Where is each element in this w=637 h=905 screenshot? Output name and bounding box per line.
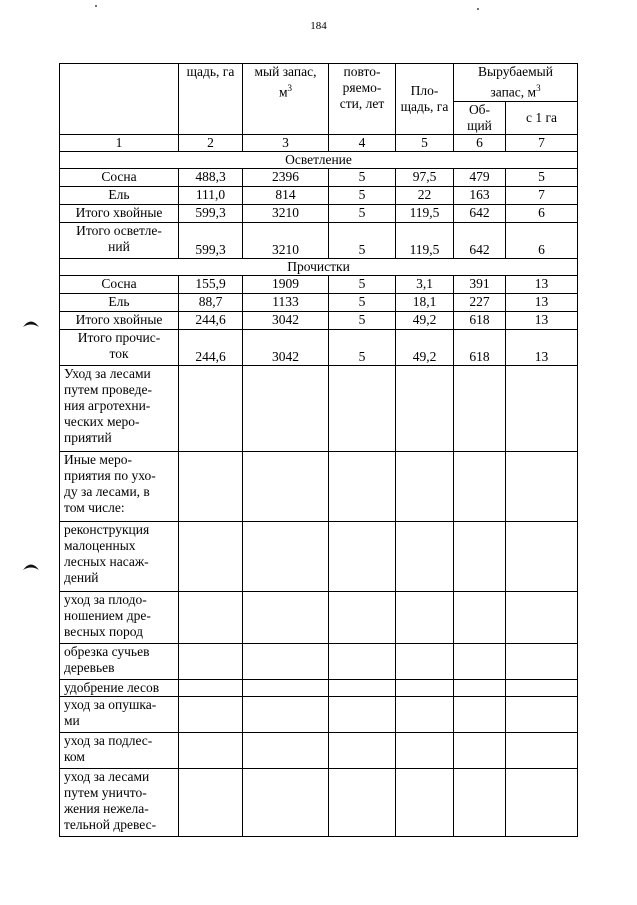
cell-repeat: 5 bbox=[329, 329, 396, 365]
col-number: 3 bbox=[243, 134, 329, 151]
cell-stock: 3210 bbox=[243, 204, 329, 222]
col-number: 6 bbox=[454, 134, 506, 151]
table-row-activity bbox=[60, 365, 578, 451]
header-area bbox=[179, 64, 243, 135]
cell-repeat: 5 bbox=[329, 204, 396, 222]
cell-area: 599,3 bbox=[179, 222, 243, 258]
cell-area: 155,9 bbox=[179, 275, 243, 293]
cell-stock: 1909 bbox=[243, 275, 329, 293]
cell-total: 618 bbox=[454, 329, 506, 365]
scan-artifact-mark bbox=[22, 561, 40, 571]
row-label: Сосна bbox=[60, 275, 179, 293]
cell-per-ha: 6 bbox=[506, 222, 578, 258]
cell-area-2: 49,2 bbox=[396, 329, 454, 365]
scan-speck bbox=[477, 8, 479, 10]
scan-artifact-mark bbox=[22, 318, 40, 328]
header-per-ha bbox=[506, 101, 578, 134]
cell-stock: 3210 bbox=[243, 222, 329, 258]
table-row bbox=[60, 204, 578, 222]
page-number: 184 bbox=[310, 20, 327, 32]
cell-area-2: 119,5 bbox=[396, 204, 454, 222]
cell-total: 227 bbox=[454, 293, 506, 311]
activity-label: Иные меро- приятия по ухо- ду за лесами, в том числе: bbox=[60, 451, 179, 521]
cell-area: 88,7 bbox=[179, 293, 243, 311]
row-label: Итого хвойные bbox=[60, 204, 179, 222]
header-cell-blank bbox=[60, 64, 179, 135]
activity-label: Уход за лесами путем проведе- ния агротехни- ческих меро- приятий bbox=[60, 365, 179, 451]
cell-stock: 3042 bbox=[243, 311, 329, 329]
cell-stock: 3042 bbox=[243, 329, 329, 365]
section-title-row bbox=[60, 258, 578, 275]
cell-repeat: 5 bbox=[329, 293, 396, 311]
cell-total: 479 bbox=[454, 168, 506, 186]
activity-label: реконструкция малоценных лесных насаж- дений bbox=[60, 521, 179, 591]
activity-label: уход за опушка- ми bbox=[60, 696, 179, 732]
header-area-2: Пло- щадь, га bbox=[396, 64, 454, 135]
cell-stock: 2396 bbox=[243, 168, 329, 186]
cell-repeat: 5 bbox=[329, 186, 396, 204]
cell-total: 642 bbox=[454, 204, 506, 222]
header-total: Об- щий bbox=[454, 101, 506, 134]
cell-stock: 1133 bbox=[243, 293, 329, 311]
table-row bbox=[60, 186, 578, 204]
cell-per-ha: 7 bbox=[506, 186, 578, 204]
table-row-activity bbox=[60, 521, 578, 591]
table-row-activity bbox=[60, 696, 578, 732]
cell-per-ha: 5 bbox=[506, 168, 578, 186]
header-row-1 bbox=[60, 64, 578, 102]
table-row-total bbox=[60, 329, 578, 365]
cell-area-2: 18,1 bbox=[396, 293, 454, 311]
cell-area: 244,6 bbox=[179, 329, 243, 365]
table-row-activity bbox=[60, 643, 578, 679]
cell-repeat: 5 bbox=[329, 311, 396, 329]
cell-area-2: 22 bbox=[396, 186, 454, 204]
table-row-activity bbox=[60, 732, 578, 768]
table-row-total bbox=[60, 222, 578, 258]
cell-per-ha: 13 bbox=[506, 329, 578, 365]
row-label-total: Итого прочис- ток bbox=[60, 329, 179, 365]
cell-per-ha: 13 bbox=[506, 311, 578, 329]
table-row bbox=[60, 293, 578, 311]
col-number: 1 bbox=[60, 134, 179, 151]
table-row-activity bbox=[60, 451, 578, 521]
cell-repeat: 5 bbox=[329, 168, 396, 186]
header-area-label: щадь, га bbox=[186, 64, 235, 79]
activity-label: обрезка сучьев деревьев bbox=[60, 643, 179, 679]
cell-per-ha: 6 bbox=[506, 204, 578, 222]
section-title: Осветление bbox=[60, 151, 578, 168]
activity-label: уход за лесами путем уничто- жения нежела- тельной древес- bbox=[60, 768, 179, 836]
header-per-ha-label: с 1 га bbox=[525, 109, 558, 125]
cell-area: 244,6 bbox=[179, 311, 243, 329]
cell-repeat: 5 bbox=[329, 222, 396, 258]
col-number: 7 bbox=[506, 134, 578, 151]
cell-area: 488,3 bbox=[179, 168, 243, 186]
column-number-row bbox=[60, 134, 578, 151]
cell-total: 642 bbox=[454, 222, 506, 258]
col-number: 2 bbox=[179, 134, 243, 151]
header-cut-stock: Вырубаемый запас, $м^3$ bbox=[454, 64, 578, 102]
table-row-activity bbox=[60, 679, 578, 696]
activity-label: удобрение лесов bbox=[60, 679, 179, 696]
section-title-row bbox=[60, 151, 578, 168]
cell-area-2: 119,5 bbox=[396, 222, 454, 258]
cell-area: 111,0 bbox=[179, 186, 243, 204]
activity-label: уход за подлес- ком bbox=[60, 732, 179, 768]
header-stock: мый запас, $м^3$ bbox=[243, 64, 329, 135]
cell-total: 618 bbox=[454, 311, 506, 329]
cell-area: 599,3 bbox=[179, 204, 243, 222]
cell-area-2: 49,2 bbox=[396, 311, 454, 329]
table-row bbox=[60, 168, 578, 186]
header-repeat: повто- ряемо- сти, лет bbox=[329, 64, 396, 135]
scan-speck bbox=[95, 5, 97, 7]
row-label: Сосна bbox=[60, 168, 179, 186]
section-title: Прочистки bbox=[60, 258, 578, 275]
row-label: Итого хвойные bbox=[60, 311, 179, 329]
cell-repeat: 5 bbox=[329, 275, 396, 293]
cell-total: 391 bbox=[454, 275, 506, 293]
cell-per-ha: 13 bbox=[506, 275, 578, 293]
table-row-activity bbox=[60, 768, 578, 836]
cell-total: 163 bbox=[454, 186, 506, 204]
row-label: Ель bbox=[60, 186, 179, 204]
table-row-activity bbox=[60, 591, 578, 643]
table-row bbox=[60, 275, 578, 293]
forest-care-table bbox=[59, 63, 578, 837]
cell-per-ha: 13 bbox=[506, 293, 578, 311]
row-label: Ель bbox=[60, 293, 179, 311]
cell-area-2: 3,1 bbox=[396, 275, 454, 293]
table-row bbox=[60, 311, 578, 329]
cell-area-2: 97,5 bbox=[396, 168, 454, 186]
cell-stock: 814 bbox=[243, 186, 329, 204]
col-number: 4 bbox=[329, 134, 396, 151]
row-label-total: Итого осветле- ний bbox=[60, 222, 179, 258]
col-number: 5 bbox=[396, 134, 454, 151]
activity-label: уход за плодо- ношением дре- весных пород bbox=[60, 591, 179, 643]
